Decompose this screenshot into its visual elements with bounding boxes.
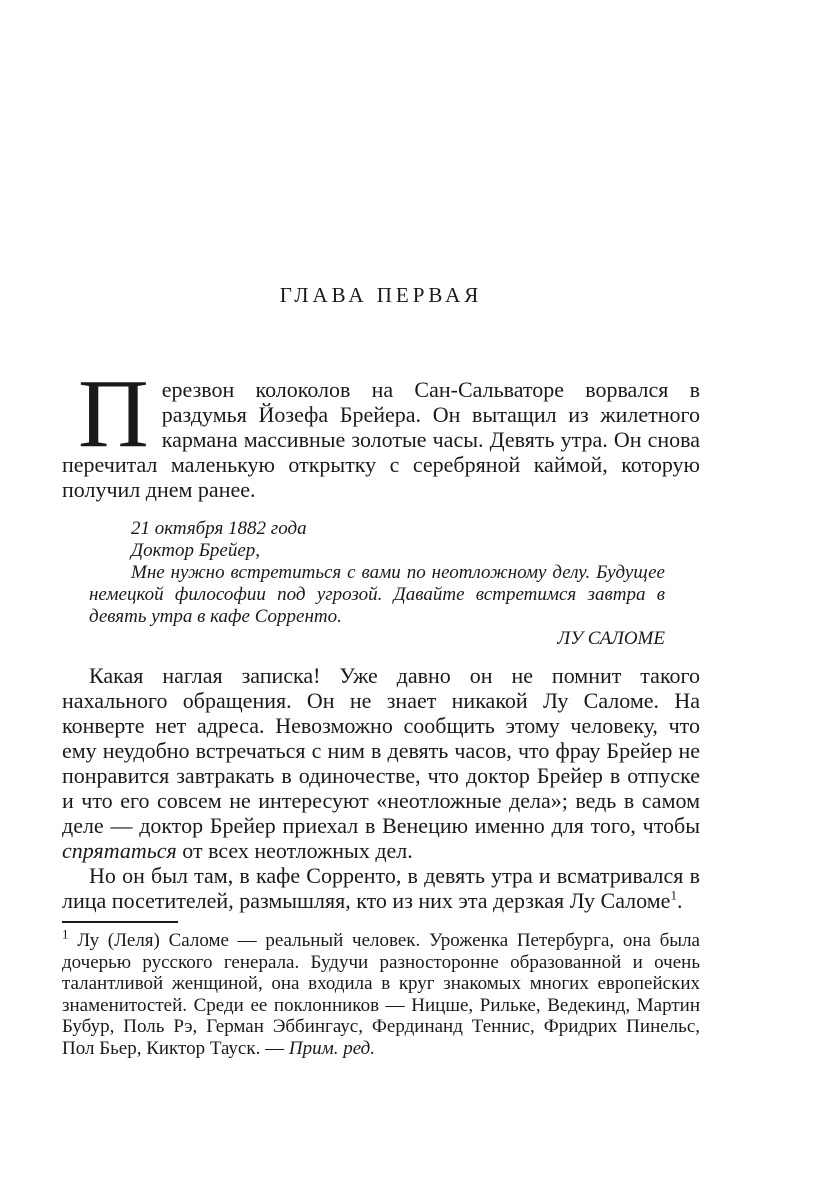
- paragraph-3-period: .: [676, 888, 683, 913]
- opening-paragraph: [62, 360, 700, 502]
- text-column: [62, 0, 700, 1059]
- footnote-marker: 1: [62, 926, 69, 942]
- paragraph-2: [62, 663, 700, 863]
- footnote: [62, 926, 700, 1059]
- paragraph-2-text: Какая наглая записка! Уже давно он не помнит такого нахального обращения. Он не знает никакой Лу Саломе. На конверте нет адреса. Невозможно сообщить этому человеку, что ему неудобно встречаться с ним в девять часов, что фрау Брейер не понравится завтракать в одиночестве, что доктор Брейер в отпуске и что его совсем не интересуют «неотложные дела»; ведь в самом деле — доктор Брейер приехал в Венецию именно для того, чтобы: [62, 663, 700, 838]
- paragraph-3: [62, 863, 700, 913]
- chapter-title: ГЛАВА ПЕРВАЯ: [279, 283, 483, 307]
- dropcap-letter: П: [78, 360, 149, 468]
- footnote-reference: 1: [670, 887, 677, 903]
- letter-date: 21 октября 1882 года: [131, 518, 307, 539]
- italic-word: спрятаться: [62, 838, 177, 863]
- paragraph-2-text-end: от всех неотложных дел.: [176, 838, 413, 863]
- footnote-separator-rule: [62, 921, 178, 923]
- footnote-text: Лу (Леля) Саломе — реальный человек. Уроженка Петербурга, она была дочерью русского генерала. Будучи разносторонне образованной и очень талантливой женщиной, она входила в круг знакомых многих европейских знаменитостей. Среди ее поклонников — Ницше, Рильке, Ведекинд, Мартин Бубур, Поль Рэ, Герман Эббингаус, Фердинанд Теннис, Фридрих Пинельс, Пол Бьер, Киктор Тауск. —: [62, 930, 700, 1059]
- paragraph-3-text: Но он был там, в кафе Сорренто, в девять утра и всматривался в лица посетителей, размышляя, кто из них эта дерзкая Лу Саломе: [62, 863, 700, 913]
- opening-paragraph-text: ерезвон колоколов на Сан-Сальваторе ворвался в раздумья Йозефа Брейера. Он вытащил из жилетного кармана массивные золотые часы. Девять утра. Он снова перечитал маленькую открытку с серебряной каймой, которую получил днем ранее.: [62, 377, 700, 502]
- editorial-note: Прим. ред.: [288, 1037, 376, 1059]
- letter-body-text: Мне нужно встретиться с вами по неотложному делу. Будущее немецкой философии под угрозой. Давайте встретимся завтра в девять утра в кафе Сорренто.: [89, 562, 665, 627]
- letter-quote-block: [89, 518, 665, 650]
- letter-salutation: Доктор Брейер,: [131, 540, 261, 561]
- letter-signature: ЛУ САЛОМЕ: [557, 628, 665, 649]
